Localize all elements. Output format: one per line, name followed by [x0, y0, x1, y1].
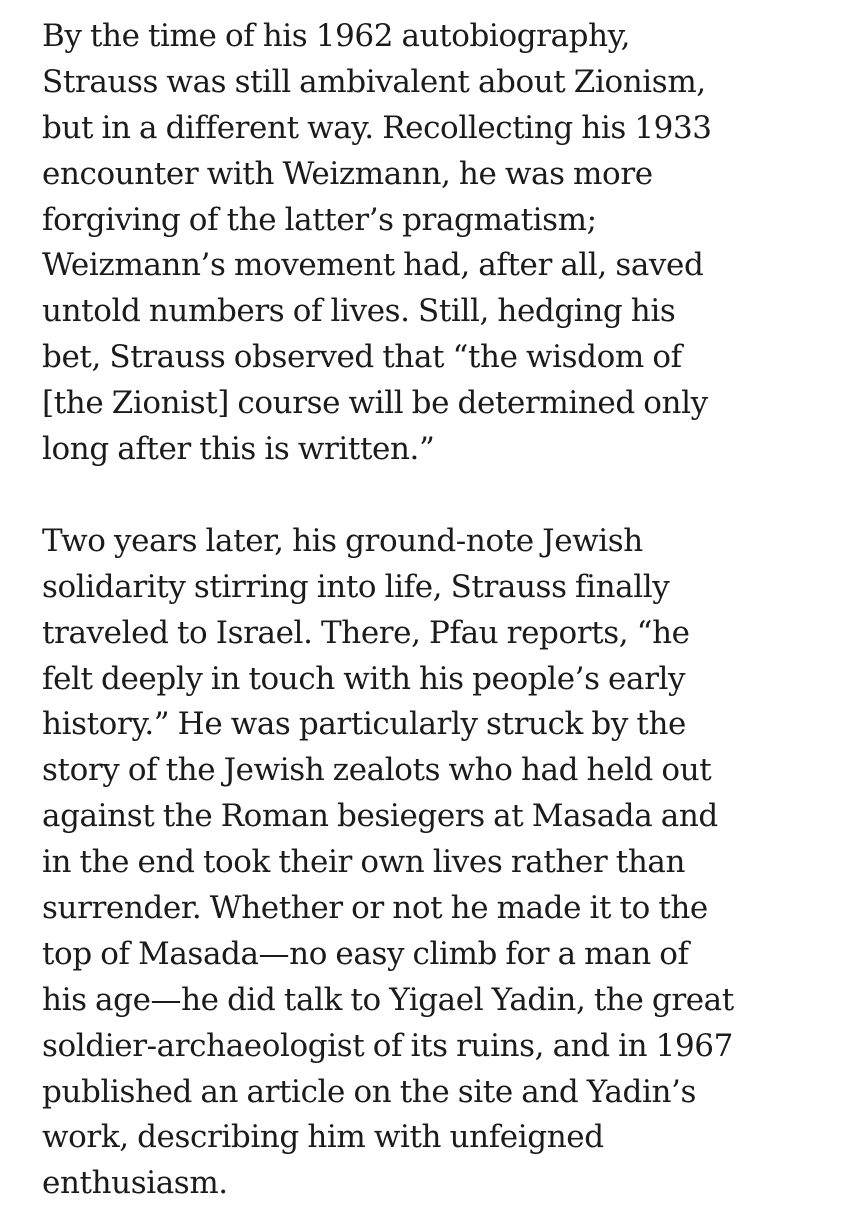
- text-line: solidarity stirring into life, Strauss finally: [42, 568, 670, 605]
- text-line: By the time of his 1962 autobiography,: [42, 18, 631, 54]
- text-line: Two years later, his ground-note Jewish: [42, 522, 643, 559]
- text-line: encounter with Weizmann, he was more: [42, 155, 653, 192]
- text-line: published an article on the site and Yadin’s: [42, 1073, 697, 1110]
- text-line: long after this is written.”: [42, 431, 435, 468]
- paragraph-1: [42, 14, 842, 473]
- text-line: history.” He was particularly struck by the: [42, 706, 686, 743]
- text-line: top of Masada—no easy climb for a man of: [42, 935, 689, 972]
- text-line: story of the Jewish zealots who had held out: [42, 752, 712, 789]
- text-line: bet, Strauss observed that “the wisdom of: [42, 339, 682, 376]
- text-line: untold numbers of lives. Still, hedging his: [42, 293, 676, 330]
- text-line: work, describing him with unfeigned: [42, 1119, 604, 1156]
- text-line: in the end took their own lives rather than: [42, 844, 686, 881]
- text-line: felt deeply in touch with his people’s early: [42, 660, 686, 697]
- text-line: but in a different way. Recollecting his 1933: [42, 109, 712, 146]
- text-line: surrender. Whether or not he made it to the: [42, 890, 708, 927]
- paragraph-2: [42, 519, 842, 1207]
- text-line: forgiving of the latter’s pragmatism;: [42, 201, 597, 238]
- text-line: Strauss was still ambivalent about Zionism,: [42, 63, 706, 100]
- text-line: Weizmann’s movement had, after all, saved: [42, 247, 704, 284]
- text-line: his age—he did talk to Yigael Yadin, the great: [42, 981, 734, 1018]
- article-body: [42, 14, 842, 1207]
- paragraph-spacer: [42, 473, 842, 519]
- text-line: enthusiasm.: [42, 1165, 228, 1202]
- text-line: [the Zionist] course will be determined only: [42, 385, 708, 422]
- text-line: soldier-archaeologist of its ruins, and in 1967: [42, 1027, 733, 1064]
- text-line: traveled to Israel. There, Pfau reports, “he: [42, 614, 690, 651]
- text-line: against the Roman besiegers at Masada and: [42, 798, 718, 835]
